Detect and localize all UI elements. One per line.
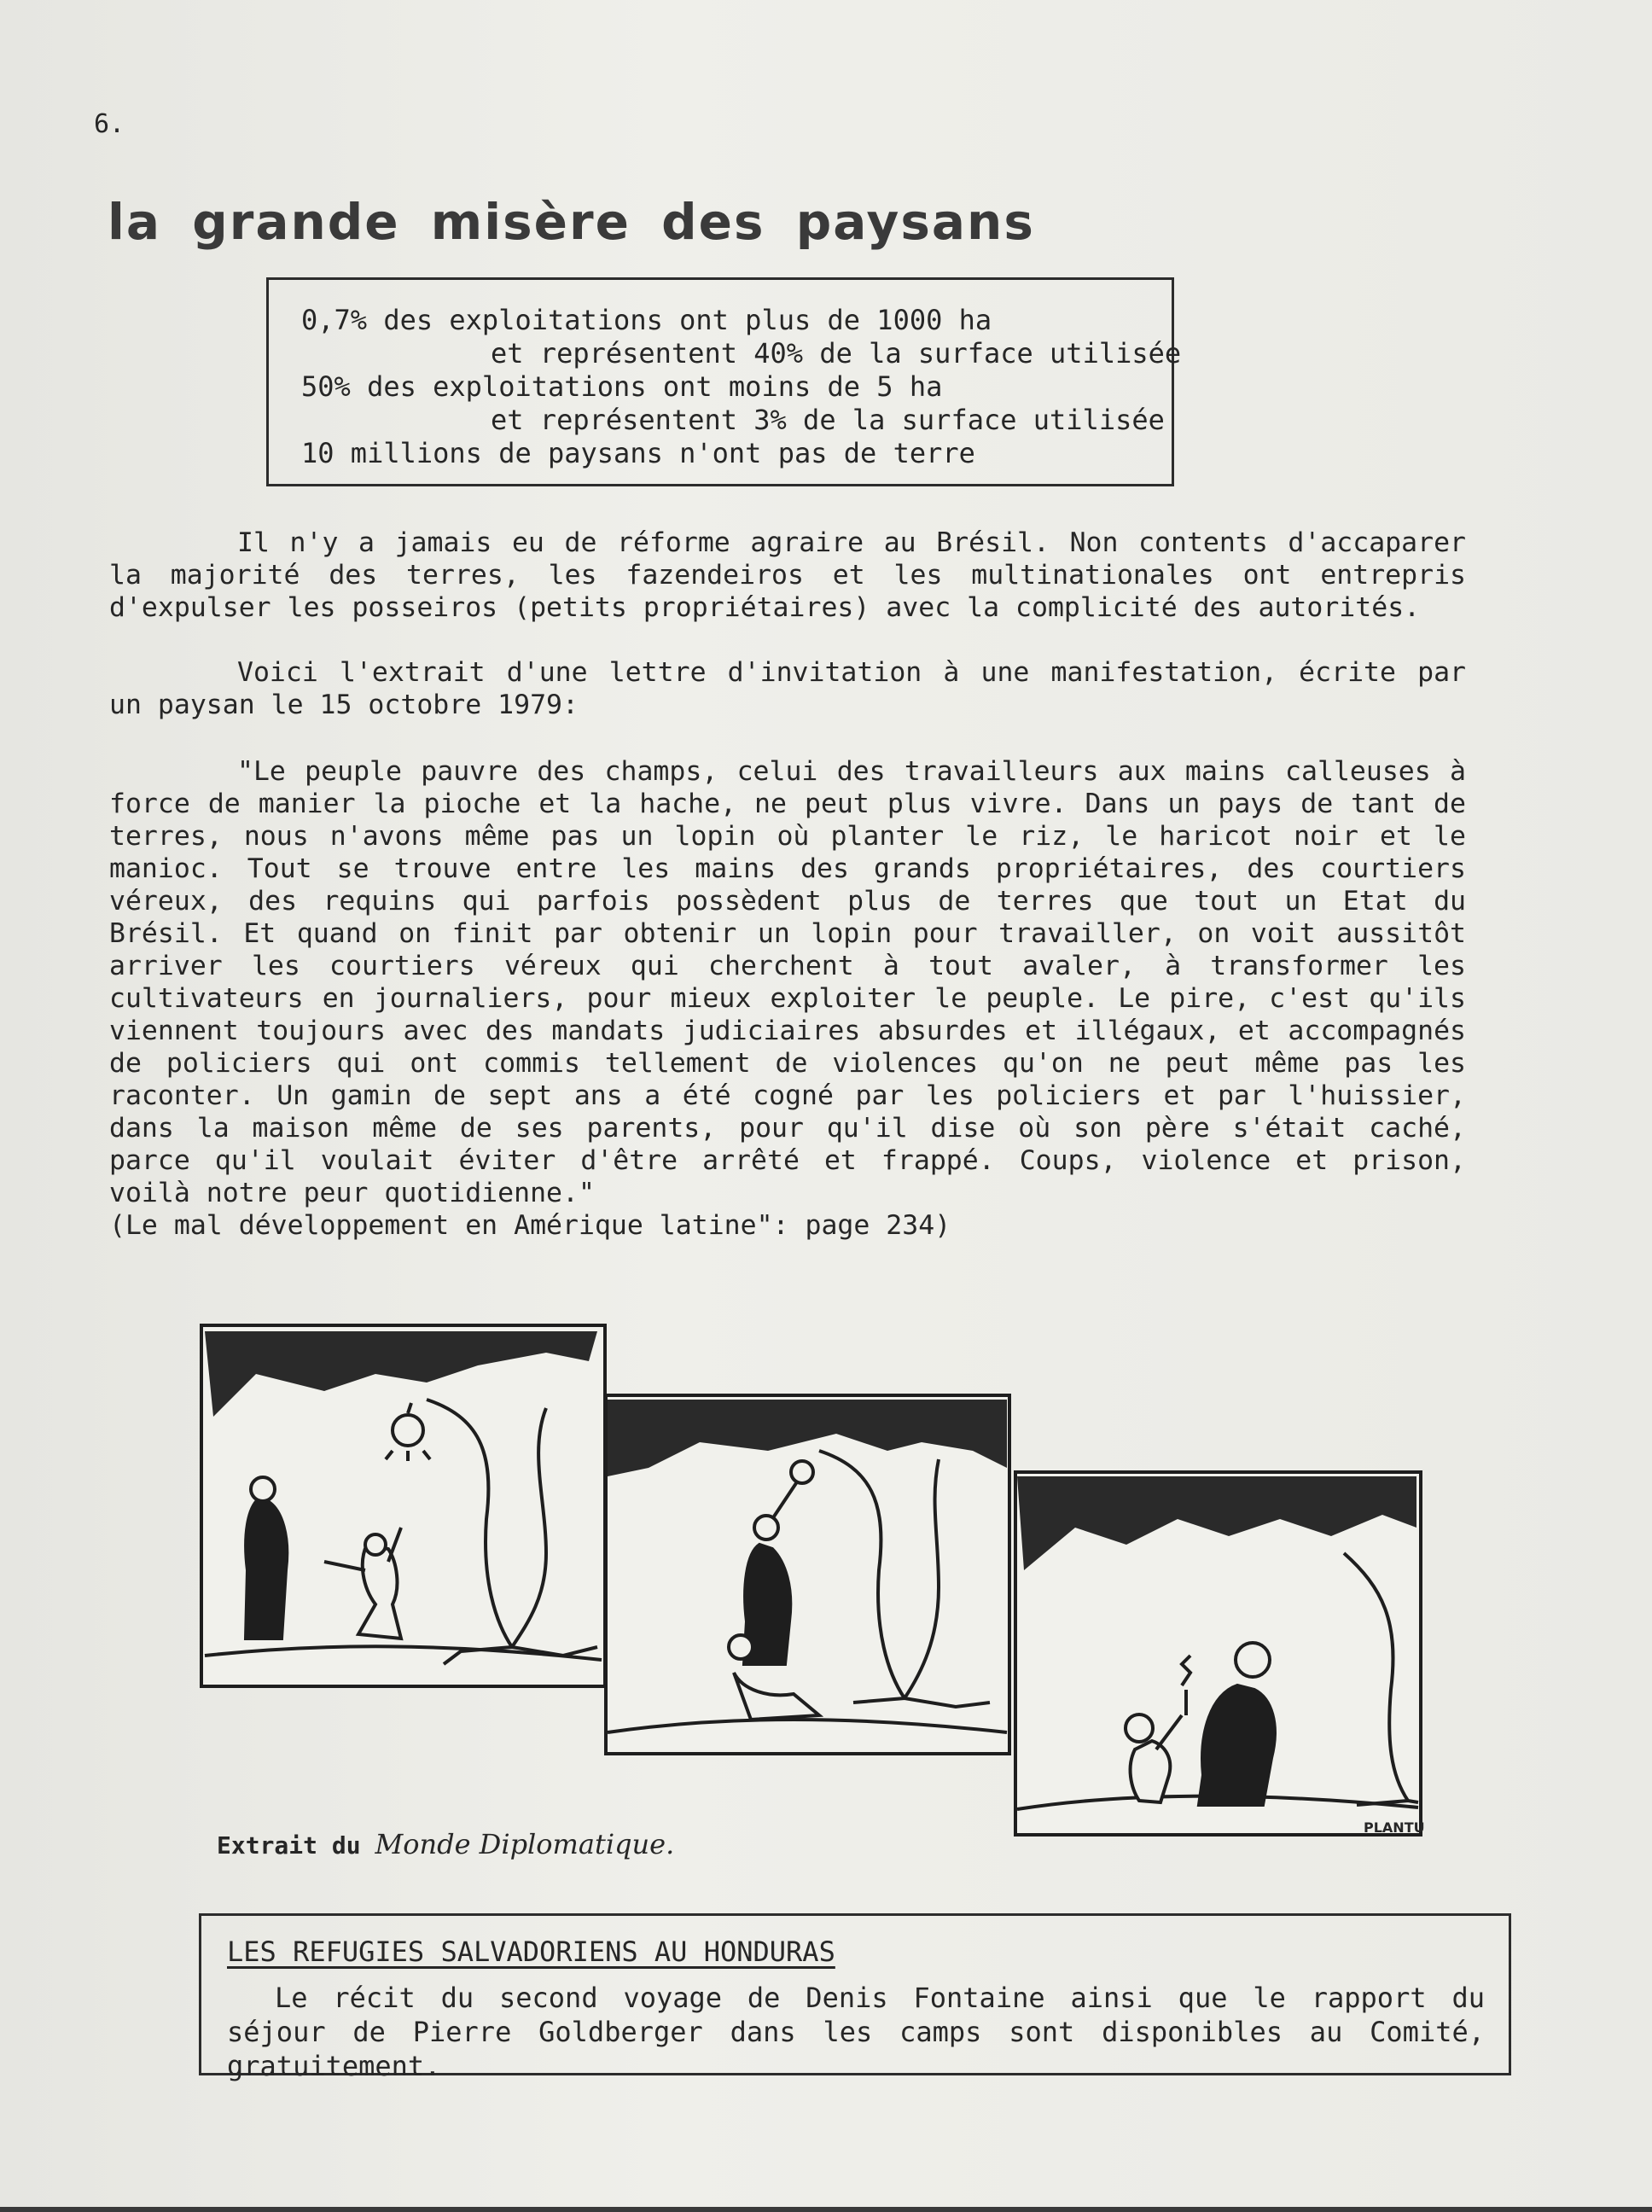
page-bottom-edge — [0, 2207, 1652, 2212]
caption-prefix: Extrait du — [217, 1831, 361, 1860]
cartoon-panel-1 — [201, 1325, 605, 1686]
stat-line-3: 50% des exploitations ont moins de 5 ha — [301, 370, 943, 403]
cartoon-panel-2 — [606, 1395, 1009, 1754]
page-title: la grande misère des paysans — [108, 193, 1035, 251]
quoted-letter-text: "Le peuple pauvre des champs, celui des travailleurs aux mains calleuses à force de manier la pioche et la hache, ne peut plus vivre. Dans un pays de tant de terres, nous n'avons même pas un lopin où planter le riz, le haricot noir et le manioc. Tout se trouve entre les mains des grands propriétaires, des courtiers véreux, des requins qui parfois possèdent plus de terres que tout un Etat du Brésil. Et quand on finit par obtenir un lopin pour travailler, on voit aussitôt arriver les courtiers véreux qui cherchent à tout avaler, à transformer les cultivateurs en journaliers, pour mieux exploiter le peuple. Le pire, c'est qu'ils viennent toujours avec des mandats judiciaires absurdes et illégaux, et accompagnés de policiers qui ont commis tellement de violences qu'on ne peut même pas les raconter. Un gamin de sept ans a été cogné par les policiers et par l'huissier, dans la maison même de ses parents, pour qu'il dise où son père s'était caché, parce qu'il voulait éviter d'être arrêté et frappé. Coups, violence et prison, voilà notre peur quotidienne." — [109, 756, 1466, 1208]
stat-line-4: et représentent 3% de la surface utilisée — [491, 404, 1165, 436]
stat-line-2: et représentent 40% de la surface utilisée — [491, 337, 1182, 370]
cartoonist-signature: PLANTU — [1364, 1819, 1425, 1836]
notice-text: Le récit du second voyage de Denis Fontaine ainsi que le rapport du séjour de Pierre Goldberger dans les camps sont disponibles au Comité, gratuitement. — [227, 1982, 1485, 2082]
quoted-letter-source: (Le mal développement en Amérique latine": page 234) — [109, 1210, 951, 1241]
page-number: 6. — [94, 109, 125, 139]
caption-source: Monde Diplomatique. — [375, 1828, 675, 1860]
stat-line-5: 10 millions de paysans n'ont pas de terre — [301, 437, 975, 469]
stat-line-1: 0,7% des exploitations ont plus de 1000 ha — [301, 304, 992, 336]
paragraph-letter-intro: Voici l'extrait d'une lettre d'invitation à une manifestation, écrite par un paysan le 15 octobre 1979: — [109, 657, 1466, 720]
notice-title: LES REFUGIES SALVADORIENS AU HONDURAS — [227, 1936, 835, 1968]
cartoon-caption — [217, 1828, 674, 1860]
paragraph-agrarian-reform: Il n'y a jamais eu de réforme agraire au Brésil. Non contents d'accaparer la majorité des terres, les fazendeiros et les multinationales ont entrepris d'expulser les posseiros (petits propriétaires) avec la complicité des autorités. — [109, 527, 1466, 623]
cartoon-panel-3 — [1015, 1472, 1421, 1835]
refugees-notice-box — [199, 1913, 1511, 2082]
